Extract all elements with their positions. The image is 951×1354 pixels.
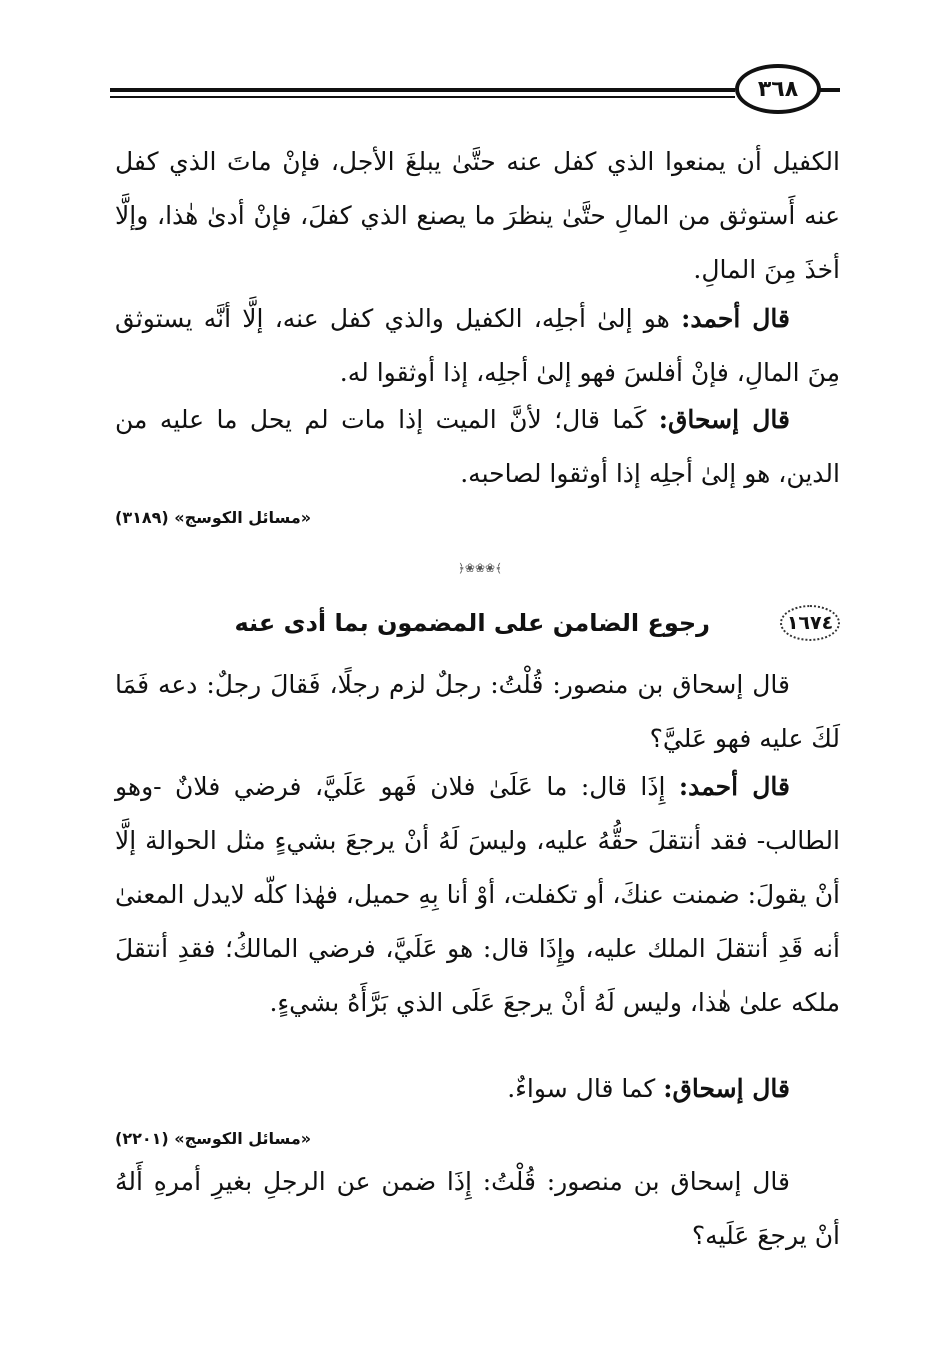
speaker-ahmad: قال أحمد: (681, 304, 791, 333)
paragraph-ishaq-agreement (115, 1062, 840, 1116)
speaker-ishaq: قال إسحاق: (663, 1074, 790, 1103)
page-header (110, 62, 840, 112)
ishaq-answer-text: كَما قال؛ لأنَّ الميت إذا مات لم يحل ما عليه من الدين، هو إلىٰ أجلِه إذا أوثقوا لصاحبه. (115, 405, 840, 488)
page-number: ٣٦٨ (735, 64, 821, 114)
paragraph-question-2: قال إسحاق بن منصور: قُلْتُ: إِذَا ضمن عن الرجلِ بغيرِ أمرهِ أَلهُ أنْ يرجعَ عَلَيه؟ (115, 1167, 840, 1250)
speaker-ahmad: قال أحمد: (678, 772, 790, 801)
section-heading (115, 605, 840, 645)
paragraph-ahmad-ruling (115, 760, 840, 1030)
section-divider-ornament: ﴿❀❀❀﴾ (457, 561, 503, 575)
paragraph-ishaq-answer (115, 393, 840, 501)
reference-citation: «مسائل الكوسج» (٣١٨٩) (115, 508, 312, 527)
header-rule-right (820, 88, 840, 92)
paragraph-ahmad-answer (115, 292, 840, 400)
ahmad-answer-text: هو إلىٰ أجلِه، الكفيل والذي كفل عنه، إلَّا أنَّه يستوثق مِنَ المالِ، فإنْ أفلسَ فهو إلىٰ أجلِه، إذا أوثقوا له. (115, 304, 840, 387)
section-number-badge: ١٦٧٤ (780, 605, 840, 641)
paragraph-question: قال إسحاق بن منصور: قُلْتُ: رجلٌ لزم رجلًا، فَقالَ رجلٌ: دعه فَمَا لَكَ عليه فهو عَليَّ؟ (115, 670, 840, 753)
reference-citation: «مسائل الكوسج» (٢٢٠١) (115, 1129, 312, 1148)
ahmad-ruling-text: إِذَا قال: ما عَلَىٰ فلان فَهو عَلَيَّ، فرضي فلانٌ -وهو الطالب- فقد أنتقلَ حقُّهُ عليه، وليسَ لَهُ أنْ يرجعَ بشيءٍ مثل الحوالة إلَّا أنْ يقولَ: ضمنت عنكَ، أو تكفلت، أوْ أنا بِهِ حميل، فهٰذا كلّه لايدل المعنىٰ أنه قَدِ أنتقلَ الملك عليه، وإِذَا قال: هو عَلَيَّ، فرضي المالكُ؛ فقدِ أنتقلَ ملكه علىٰ هٰذا، وليس لَهُ أنْ يرجعَ عَلَى الذي بَرَّأَهُ بشيءٍ. (115, 772, 840, 1017)
ishaq-agreement-text: كما قال سواءٌ. (507, 1074, 664, 1103)
speaker-ishaq: قال إسحاق: (658, 405, 790, 434)
section-title: رجوع الضامن على المضمون بما أدى عنه (234, 609, 710, 637)
paragraph-continuation: الكفيل أن يمنعوا الذي كفل عنه حتَّىٰ يبلغَ الأجل، فإنْ ماتَ الذي كفل عنه أَستوثق من المالِ حتَّىٰ ينظرَ ما يصنع الذي كفلَ، فإنْ أدىٰ هٰذا، وإلَّا أخذَ مِنَ المالِ. (115, 147, 840, 284)
header-rule-thick (110, 88, 735, 92)
header-rule-thin (110, 96, 735, 98)
